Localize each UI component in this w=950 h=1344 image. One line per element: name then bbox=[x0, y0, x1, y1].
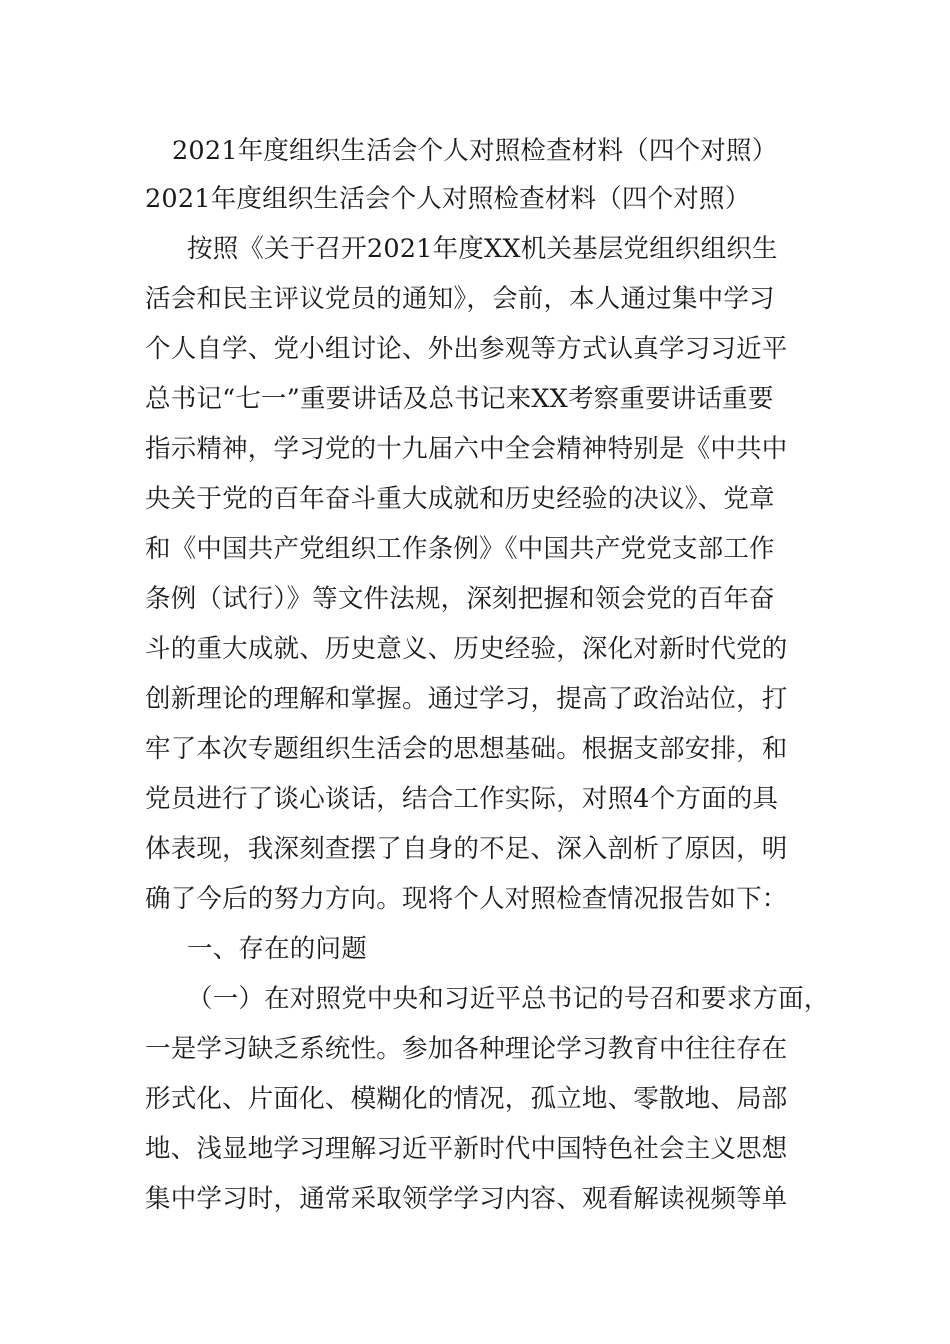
paragraph-line: 党员进行了谈心谈话，结合工作实际，对照4个方面的具 bbox=[145, 784, 779, 814]
paragraph-line: 创新理论的理解和掌握。通过学习，提高了政治站位，打 bbox=[145, 684, 788, 714]
paragraph-line: 体表现，我深刻查摆了自身的不足、深入剖析了原因，明 bbox=[145, 834, 788, 864]
paragraph-line: 活会和民主评议党员的通知》，会前，本人通过集中学习 bbox=[145, 284, 775, 314]
paragraph-line: 央关于党的百年奋斗重大成就和历史经验的决议》、党章 bbox=[145, 484, 775, 514]
paragraph-line: 条例（试行）》等文件法规，深刻把握和领会党的百年奋 bbox=[145, 584, 775, 614]
paragraph-line: 和《中国共产党组织工作条例》《中国共产党党支部工作 bbox=[145, 534, 775, 564]
paragraph-line: 地、浅显地学习理解习近平新时代中国特色社会主义思想 bbox=[145, 1134, 788, 1164]
paragraph-line: 一是学习缺乏系统性。参加各种理论学习教育中往往存在 bbox=[145, 1034, 788, 1064]
subsection-heading: （一）在对照党中央和习近平总书记的号召和要求方面， bbox=[187, 984, 830, 1014]
paragraph-line: 牢了本次专题组织生活会的思想基础。根据支部安排，和 bbox=[145, 734, 788, 764]
paragraph-line: 形式化、片面化、模糊化的情况，孤立地、零散地、局部 bbox=[145, 1084, 788, 1114]
section-heading: 一、存在的问题 bbox=[187, 934, 367, 964]
paragraph-line: 斗的重大成就、历史意义、历史经验，深化对新时代党的 bbox=[145, 634, 788, 664]
paragraph-line: 指示精神，学习党的十九届六中全会精神特别是《中共中 bbox=[145, 434, 788, 464]
paragraph-line: 集中学习时，通常采取领学学习内容、观看解读视频等单 bbox=[145, 1184, 788, 1214]
paragraph-line: 按照《关于召开2021年度XX机关基层党组织组织生 bbox=[187, 234, 778, 264]
paragraph-line: 确了今后的努力方向。现将个人对照检查情况报告如下： bbox=[145, 884, 788, 914]
document-title: 2021年度组织生活会个人对照检查材料（四个对照） bbox=[172, 136, 778, 166]
document-title-repeat: 2021年度组织生活会个人对照检查材料（四个对照） bbox=[145, 184, 751, 214]
paragraph-line: 个人自学、党小组讨论、外出参观等方式认真学习习近平 bbox=[145, 334, 788, 364]
paragraph-line: 总书记“七一”重要讲话及总书记来XX考察重要讲话重要 bbox=[145, 384, 774, 414]
